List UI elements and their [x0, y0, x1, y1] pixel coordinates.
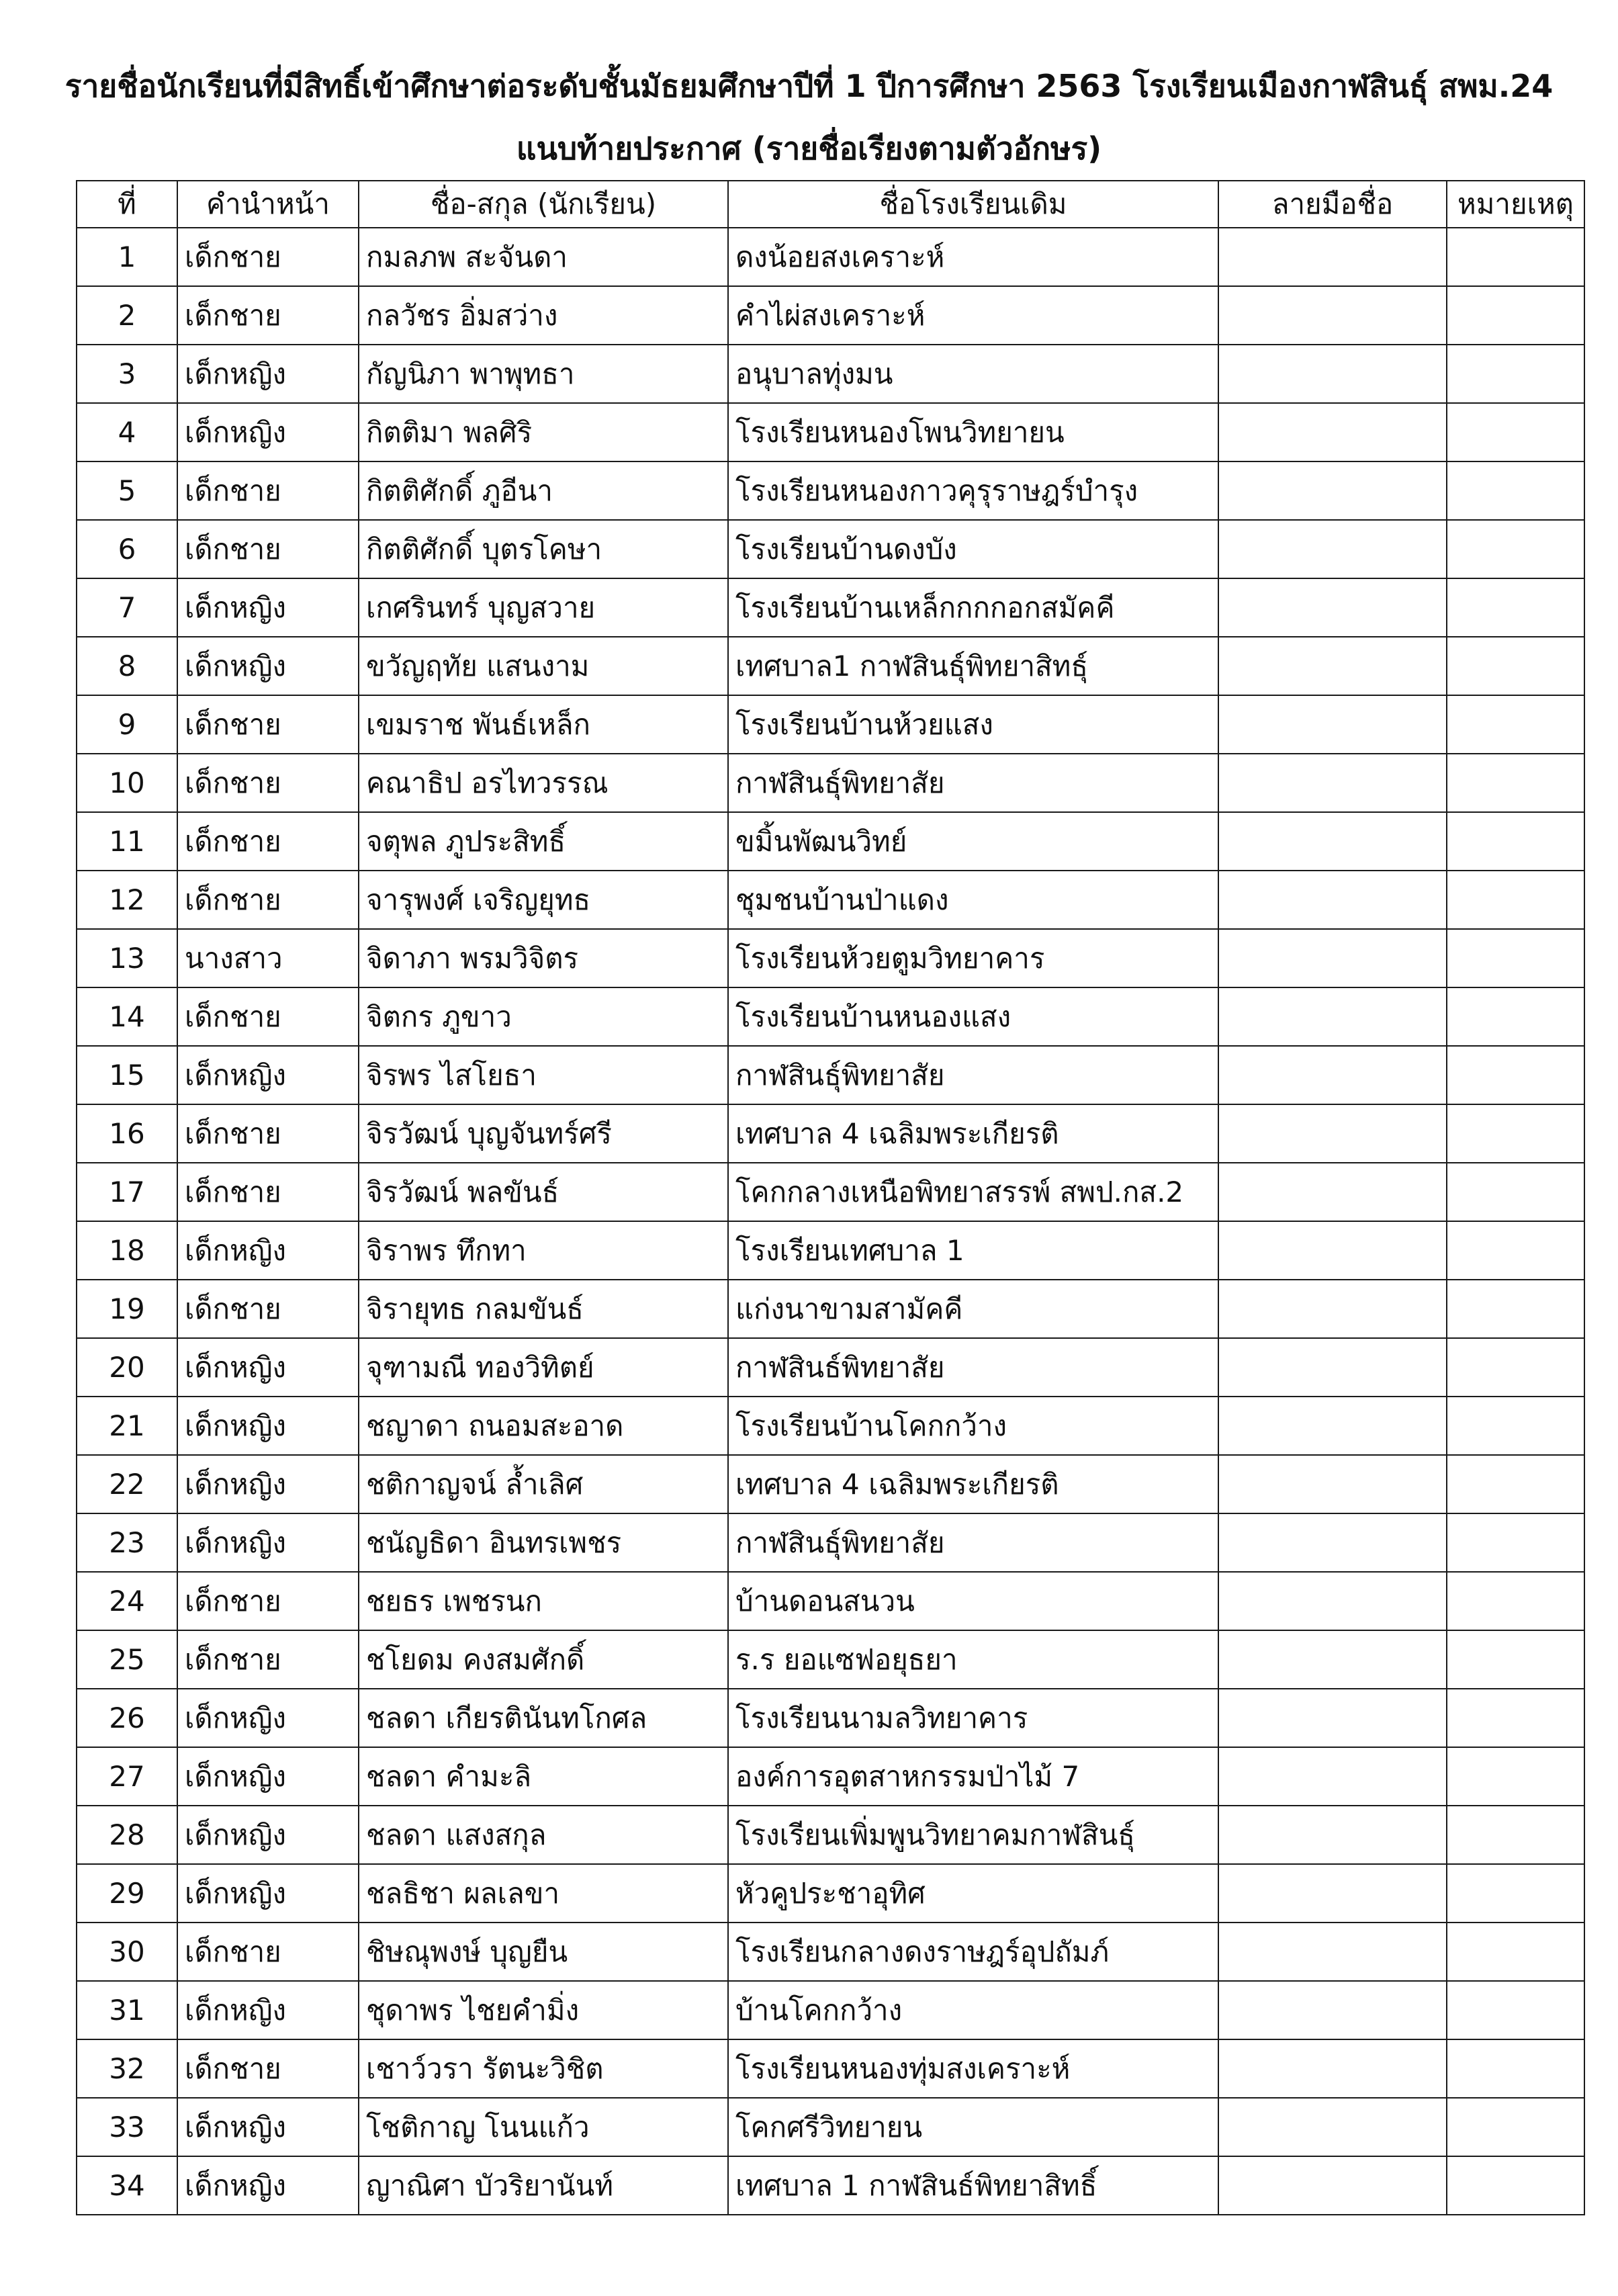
row-number: 13: [77, 929, 177, 987]
table-row: [77, 1338, 1584, 1397]
row-signature-cell[interactable]: [1218, 2039, 1447, 2098]
row-student-name: ชลธิชา ผลเลขา: [359, 1864, 728, 1923]
row-signature-cell[interactable]: [1218, 1864, 1447, 1923]
table-row: [77, 1689, 1584, 1747]
row-former-school: อนุบาลทุ่งมน: [728, 345, 1218, 403]
row-former-school: โรงเรียนบ้านห้วยแสง: [728, 695, 1218, 754]
table-row: [77, 403, 1584, 461]
row-prefix: เด็กหญิง: [177, 2156, 359, 2215]
row-signature-cell[interactable]: [1218, 871, 1447, 929]
row-prefix: เด็กหญิง: [177, 1455, 359, 1513]
row-remarks-cell[interactable]: [1447, 2039, 1584, 2098]
row-signature-cell[interactable]: [1218, 1104, 1447, 1163]
row-prefix: เด็กชาย: [177, 1572, 359, 1630]
row-former-school: โรงเรียนบ้านโคกกว้าง: [728, 1397, 1218, 1455]
column-header-number: ที่: [77, 181, 177, 228]
student-roster-table: [76, 180, 1585, 2215]
table-row: [77, 2098, 1584, 2156]
row-number: 5: [77, 461, 177, 520]
row-prefix: เด็กหญิง: [177, 1689, 359, 1747]
row-remarks-cell[interactable]: [1447, 1046, 1584, 1104]
row-remarks-cell[interactable]: [1447, 1104, 1584, 1163]
row-signature-cell[interactable]: [1218, 637, 1447, 695]
row-remarks-cell[interactable]: [1447, 929, 1584, 987]
row-prefix: เด็กหญิง: [177, 1046, 359, 1104]
column-header-remarks: หมายเหตุ: [1447, 181, 1584, 228]
table-row: [77, 1280, 1584, 1338]
table-row: [77, 871, 1584, 929]
row-student-name: ชโยดม คงสมศักดิ์: [359, 1630, 728, 1689]
row-prefix: เด็กชาย: [177, 987, 359, 1046]
row-student-name: จิรวัฒน์ พลขันธ์: [359, 1163, 728, 1221]
row-remarks-cell[interactable]: [1447, 1280, 1584, 1338]
row-former-school: ชุมชนบ้านป่าแดง: [728, 871, 1218, 929]
row-student-name: จุฑามณี ทองวิทิตย์: [359, 1338, 728, 1397]
row-remarks-cell[interactable]: [1447, 1689, 1584, 1747]
row-former-school: โคกศรีวิทยายน: [728, 2098, 1218, 2156]
row-signature-cell[interactable]: [1218, 520, 1447, 578]
row-former-school: เทศบาล 1 กาฬสินธ์พิทยาสิทธิ์: [728, 2156, 1218, 2215]
row-student-name: เขมราช พันธ์เหล็ก: [359, 695, 728, 754]
table-row: [77, 637, 1584, 695]
row-former-school: ขมิ้นพัฒนวิทย์: [728, 812, 1218, 871]
table-row: [77, 987, 1584, 1046]
row-remarks-cell[interactable]: [1447, 345, 1584, 403]
row-number: 23: [77, 1513, 177, 1572]
row-former-school: โรงเรียนเพิ่มพูนวิทยาคมกาฬสินธุ์: [728, 1806, 1218, 1864]
row-signature-cell[interactable]: [1218, 1338, 1447, 1397]
row-remarks-cell[interactable]: [1447, 812, 1584, 871]
table-row: [77, 1455, 1584, 1513]
row-prefix: เด็กหญิง: [177, 1513, 359, 1572]
row-remarks-cell[interactable]: [1447, 520, 1584, 578]
row-signature-cell[interactable]: [1218, 754, 1447, 812]
row-former-school: เทศบาล 4 เฉลิมพระเกียรติ: [728, 1104, 1218, 1163]
row-number: 29: [77, 1864, 177, 1923]
row-former-school: โรงเรียนเทศบาล 1: [728, 1221, 1218, 1280]
row-prefix: นางสาว: [177, 929, 359, 987]
table-row: [77, 1104, 1584, 1163]
row-student-name: ชลดา คำมะลิ: [359, 1747, 728, 1806]
row-number: 17: [77, 1163, 177, 1221]
row-former-school: โรงเรียนหนองกาวคุรุราษฎร์บำรุง: [728, 461, 1218, 520]
row-former-school: โคกกลางเหนือพิทยาสรรพ์ สพป.กส.2: [728, 1163, 1218, 1221]
row-student-name: กิตติศักดิ์ ภูอีนา: [359, 461, 728, 520]
row-former-school: บ้านโคกกว้าง: [728, 1981, 1218, 2039]
table-row: [77, 578, 1584, 637]
table-row: [77, 1630, 1584, 1689]
row-signature-cell[interactable]: [1218, 461, 1447, 520]
row-number: 26: [77, 1689, 177, 1747]
row-number: 28: [77, 1806, 177, 1864]
row-student-name: ชลดา เกียรตินันทโกศล: [359, 1689, 728, 1747]
row-signature-cell[interactable]: [1218, 403, 1447, 461]
row-student-name: ชลดา แสงสกุล: [359, 1806, 728, 1864]
row-number: 27: [77, 1747, 177, 1806]
row-prefix: เด็กหญิง: [177, 1981, 359, 2039]
row-prefix: เด็กชาย: [177, 1163, 359, 1221]
row-number: 3: [77, 345, 177, 403]
row-remarks-cell[interactable]: [1447, 1163, 1584, 1221]
row-prefix: เด็กชาย: [177, 812, 359, 871]
row-number: 15: [77, 1046, 177, 1104]
row-former-school: โรงเรียนบ้านหนองแสง: [728, 987, 1218, 1046]
row-signature-cell[interactable]: [1218, 695, 1447, 754]
row-signature-cell[interactable]: [1218, 1923, 1447, 1981]
row-signature-cell[interactable]: [1218, 2156, 1447, 2215]
row-former-school: โรงเรียนบ้านเหล็กกกกอกสมัคคี: [728, 578, 1218, 637]
table-header-row: [77, 181, 1584, 228]
row-student-name: จิราพร ทึกทา: [359, 1221, 728, 1280]
row-prefix: เด็กชาย: [177, 520, 359, 578]
row-student-name: ชิษณุพงษ์ บุญยืน: [359, 1923, 728, 1981]
row-prefix: เด็กชาย: [177, 754, 359, 812]
column-header-student-name: ชื่อ-สกุล (นักเรียน): [359, 181, 728, 228]
table-row: [77, 228, 1584, 286]
row-remarks-cell[interactable]: [1447, 578, 1584, 637]
table-row: [77, 1221, 1584, 1280]
row-number: 22: [77, 1455, 177, 1513]
row-former-school: แก่งนาขามสามัคคี: [728, 1280, 1218, 1338]
row-remarks-cell[interactable]: [1447, 637, 1584, 695]
row-remarks-cell[interactable]: [1447, 1630, 1584, 1689]
table-row: [77, 1572, 1584, 1630]
row-remarks-cell[interactable]: [1447, 1981, 1584, 2039]
table-row: [77, 695, 1584, 754]
row-number: 10: [77, 754, 177, 812]
row-former-school: เทศบาล1 กาฬสินธุ์พิทยาสิทธุ์: [728, 637, 1218, 695]
row-prefix: เด็กชาย: [177, 286, 359, 345]
table-row: [77, 812, 1584, 871]
column-header-prefix: คำนำหน้า: [177, 181, 359, 228]
row-remarks-cell[interactable]: [1447, 987, 1584, 1046]
row-former-school: กาฬสินธุ์พิทยาสัย: [728, 1046, 1218, 1104]
row-student-name: จิรวัฒน์ บุญจันทร์ศรี: [359, 1104, 728, 1163]
table-row: [77, 1806, 1584, 1864]
row-signature-cell[interactable]: [1218, 1630, 1447, 1689]
row-prefix: เด็กชาย: [177, 228, 359, 286]
row-number: 30: [77, 1923, 177, 1981]
row-former-school: โรงเรียนหนองโพนวิทยายน: [728, 403, 1218, 461]
row-former-school: หัวคูประชาอุทิศ: [728, 1864, 1218, 1923]
table-row: [77, 1163, 1584, 1221]
table-row: [77, 2039, 1584, 2098]
row-student-name: จตุพล ภูประสิทธิ์: [359, 812, 728, 871]
row-prefix: เด็กชาย: [177, 461, 359, 520]
row-number: 20: [77, 1338, 177, 1397]
row-former-school: องค์การอุตสาหกรรมป่าไม้ 7: [728, 1747, 1218, 1806]
row-prefix: เด็กชาย: [177, 2039, 359, 2098]
row-prefix: เด็กหญิง: [177, 1338, 359, 1397]
row-prefix: เด็กหญิง: [177, 345, 359, 403]
row-student-name: กมลภพ สะจันดา: [359, 228, 728, 286]
row-former-school: เทศบาล 4 เฉลิมพระเกียรติ: [728, 1455, 1218, 1513]
row-signature-cell[interactable]: [1218, 812, 1447, 871]
row-student-name: เชาว์วรา รัตนะวิชิต: [359, 2039, 728, 2098]
row-number: 25: [77, 1630, 177, 1689]
row-remarks-cell[interactable]: [1447, 1338, 1584, 1397]
row-signature-cell[interactable]: [1218, 1397, 1447, 1455]
row-remarks-cell[interactable]: [1447, 1747, 1584, 1806]
row-prefix: เด็กชาย: [177, 1923, 359, 1981]
row-signature-cell[interactable]: [1218, 1163, 1447, 1221]
row-student-name: จิดาภา พรมวิจิตร: [359, 929, 728, 987]
row-student-name: ชยธร เพชรนก: [359, 1572, 728, 1630]
table-row: [77, 345, 1584, 403]
row-former-school: ร.ร ยอแซฟอยุธยา: [728, 1630, 1218, 1689]
row-former-school: โรงเรียนห้วยตูมวิทยาคาร: [728, 929, 1218, 987]
row-number: 24: [77, 1572, 177, 1630]
row-number: 31: [77, 1981, 177, 2039]
row-student-name: จิตกร ภูขาว: [359, 987, 728, 1046]
row-former-school: กาฬสินธุ์พิทยาสัย: [728, 754, 1218, 812]
row-remarks-cell[interactable]: [1447, 1864, 1584, 1923]
table-row: [77, 1046, 1584, 1104]
row-number: 32: [77, 2039, 177, 2098]
row-student-name: ชนัญธิดา อินทรเพชร: [359, 1513, 728, 1572]
row-student-name: คณาธิป อรไทวรรณ: [359, 754, 728, 812]
row-remarks-cell[interactable]: [1447, 1806, 1584, 1864]
row-number: 18: [77, 1221, 177, 1280]
row-signature-cell[interactable]: [1218, 2098, 1447, 2156]
row-student-name: กิตติมา พลศิริ: [359, 403, 728, 461]
row-prefix: เด็กหญิง: [177, 1806, 359, 1864]
column-header-former-school: ชื่อโรงเรียนเดิม: [728, 181, 1218, 228]
table-body: [77, 228, 1584, 2215]
row-number: 14: [77, 987, 177, 1046]
table-row: [77, 1923, 1584, 1981]
row-remarks-cell[interactable]: [1447, 1572, 1584, 1630]
row-former-school: กาฬสินธุ์พิทยาสัย: [728, 1513, 1218, 1572]
row-number: 8: [77, 637, 177, 695]
row-signature-cell[interactable]: [1218, 228, 1447, 286]
row-signature-cell[interactable]: [1218, 1513, 1447, 1572]
table-row: [77, 929, 1584, 987]
table-row: [77, 1864, 1584, 1923]
row-former-school: กาฬสินธ์พิทยาสัย: [728, 1338, 1218, 1397]
row-student-name: โชติกาญ โนนแก้ว: [359, 2098, 728, 2156]
row-signature-cell[interactable]: [1218, 1572, 1447, 1630]
row-signature-cell[interactable]: [1218, 1280, 1447, 1338]
row-prefix: เด็กหญิง: [177, 1397, 359, 1455]
row-number: 12: [77, 871, 177, 929]
row-remarks-cell[interactable]: [1447, 228, 1584, 286]
table-row: [77, 1513, 1584, 1572]
row-student-name: ญาณิศา บัวริยานันท์: [359, 2156, 728, 2215]
row-number: 16: [77, 1104, 177, 1163]
table-row: [77, 1981, 1584, 2039]
table-row: [77, 286, 1584, 345]
row-student-name: จิรายุทธ กลมขันธ์: [359, 1280, 728, 1338]
row-former-school: โรงเรียนนามลวิทยาคาร: [728, 1689, 1218, 1747]
page-subtitle: แนบท้ายประกาศ (รายชื่อเรียงตามตัวอักษร): [516, 130, 1102, 167]
row-remarks-cell[interactable]: [1447, 1513, 1584, 1572]
row-prefix: เด็กชาย: [177, 871, 359, 929]
row-remarks-cell[interactable]: [1447, 1397, 1584, 1455]
row-student-name: จิรพร ไสโยธา: [359, 1046, 728, 1104]
row-prefix: เด็กชาย: [177, 1630, 359, 1689]
row-number: 4: [77, 403, 177, 461]
row-remarks-cell[interactable]: [1447, 2156, 1584, 2215]
row-remarks-cell[interactable]: [1447, 286, 1584, 345]
row-number: 1: [77, 228, 177, 286]
row-number: 33: [77, 2098, 177, 2156]
row-prefix: เด็กหญิง: [177, 2098, 359, 2156]
row-number: 11: [77, 812, 177, 871]
row-number: 34: [77, 2156, 177, 2215]
row-student-name: ขวัญฤทัย แสนงาม: [359, 637, 728, 695]
table-row: [77, 1747, 1584, 1806]
row-prefix: เด็กหญิง: [177, 1221, 359, 1280]
row-signature-cell[interactable]: [1218, 1689, 1447, 1747]
row-former-school: โรงเรียนบ้านดงบัง: [728, 520, 1218, 578]
row-prefix: เด็กหญิง: [177, 1864, 359, 1923]
row-prefix: เด็กหญิง: [177, 403, 359, 461]
row-remarks-cell[interactable]: [1447, 2098, 1584, 2156]
row-signature-cell[interactable]: [1218, 987, 1447, 1046]
row-remarks-cell[interactable]: [1447, 695, 1584, 754]
row-prefix: เด็กชาย: [177, 1104, 359, 1163]
row-prefix: เด็กชาย: [177, 695, 359, 754]
row-signature-cell[interactable]: [1218, 345, 1447, 403]
row-remarks-cell[interactable]: [1447, 461, 1584, 520]
row-former-school: ดงน้อยสงเคราะห์: [728, 228, 1218, 286]
table-row: [77, 2156, 1584, 2215]
row-prefix: เด็กหญิง: [177, 578, 359, 637]
row-remarks-cell[interactable]: [1447, 1455, 1584, 1513]
table-row: [77, 1397, 1584, 1455]
row-prefix: เด็กหญิง: [177, 637, 359, 695]
row-remarks-cell[interactable]: [1447, 403, 1584, 461]
row-signature-cell[interactable]: [1218, 929, 1447, 987]
row-student-name: จารุพงศ์ เจริญยุทธ: [359, 871, 728, 929]
row-number: 19: [77, 1280, 177, 1338]
row-student-name: กิตติศักดิ์ บุตรโคษา: [359, 520, 728, 578]
row-prefix: เด็กชาย: [177, 1280, 359, 1338]
row-former-school: คำไผ่สงเคราะห์: [728, 286, 1218, 345]
row-student-name: กัญนิภา พาพุทธา: [359, 345, 728, 403]
row-former-school: โรงเรียนหนองทุ่มสงเคราะห์: [728, 2039, 1218, 2098]
row-student-name: กลวัชร อิ่มสว่าง: [359, 286, 728, 345]
row-student-name: ชติกาญจน์ ล้ำเลิศ: [359, 1455, 728, 1513]
row-former-school: โรงเรียนกลางดงราษฎร์อุปถัมภ์: [728, 1923, 1218, 1981]
row-signature-cell[interactable]: [1218, 1221, 1447, 1280]
row-number: 2: [77, 286, 177, 345]
row-student-name: ชุดาพร ไชยคำมิ่ง: [359, 1981, 728, 2039]
row-signature-cell[interactable]: [1218, 1747, 1447, 1806]
row-former-school: บ้านดอนสนวน: [728, 1572, 1218, 1630]
row-remarks-cell[interactable]: [1447, 1221, 1584, 1280]
row-signature-cell[interactable]: [1218, 1046, 1447, 1104]
table-row: [77, 520, 1584, 578]
row-number: 21: [77, 1397, 177, 1455]
row-prefix: เด็กหญิง: [177, 1747, 359, 1806]
row-remarks-cell[interactable]: [1447, 1923, 1584, 1981]
table-row: [77, 461, 1584, 520]
page-title: รายชื่อนักเรียนที่มีสิทธิ์เข้าศึกษาต่อระดับชั้นมัธยมศึกษาปีที่ 1 ปีการศึกษา 2563 โรงเรียนเมืองกาฬสินธุ์ สพม.24: [64, 68, 1554, 104]
row-number: 6: [77, 520, 177, 578]
row-remarks-cell[interactable]: [1447, 754, 1584, 812]
row-number: 7: [77, 578, 177, 637]
row-signature-cell[interactable]: [1218, 578, 1447, 637]
row-signature-cell[interactable]: [1218, 286, 1447, 345]
row-student-name: เกศรินทร์ บุญสวาย: [359, 578, 728, 637]
row-number: 9: [77, 695, 177, 754]
row-signature-cell[interactable]: [1218, 1455, 1447, 1513]
row-signature-cell[interactable]: [1218, 1981, 1447, 2039]
row-student-name: ชญาดา ถนอมสะอาด: [359, 1397, 728, 1455]
table-row: [77, 754, 1584, 812]
column-header-signature: ลายมือชื่อ: [1218, 181, 1447, 228]
row-signature-cell[interactable]: [1218, 1806, 1447, 1864]
row-remarks-cell[interactable]: [1447, 871, 1584, 929]
